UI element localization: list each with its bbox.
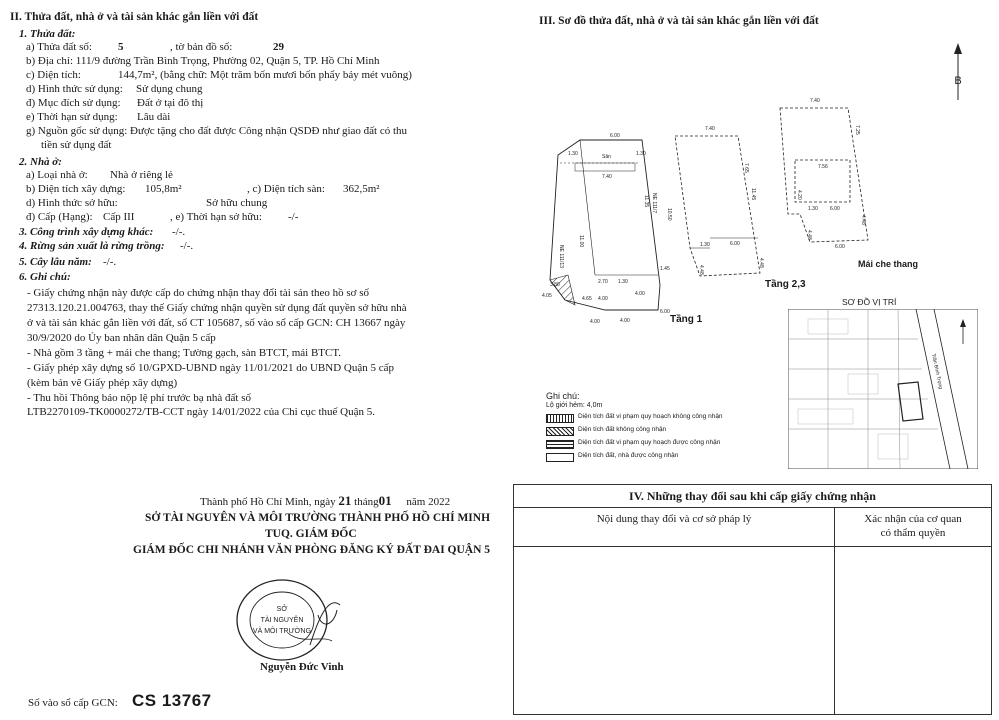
- note-line: (kèm bản vẽ Giấy phép xây dựng): [27, 377, 178, 389]
- dim-side-right: 11.35: [643, 195, 649, 208]
- location-map: [788, 309, 978, 469]
- note-line: - Nhà gồm 3 tầng + mái che thang; Tường gạch, sàn BTCT, mái BTCT.: [27, 347, 342, 359]
- dim-low1: 3.80: [550, 282, 560, 288]
- dim-left2: 1.30: [636, 151, 646, 157]
- use-purpose-label: đ) Mục đích sử dụng:: [26, 97, 121, 109]
- floor1-label: Tầng 1: [670, 314, 703, 325]
- north-arrow-icon: [948, 40, 968, 102]
- ne-right: NE 111/7: [651, 193, 657, 214]
- note-line: - Giấy phép xây dựng số 10/GPXD-UBND ngày 11/01/2021 do UBND Quận 5 cấp: [27, 362, 394, 374]
- date-year: năm 2022: [406, 496, 451, 508]
- f23-top: 7.40: [705, 126, 715, 132]
- legend-swatch: [546, 414, 574, 423]
- section-iv-title: IV. Những thay đổi sau khi cấp giấy chứng nhận: [514, 485, 991, 508]
- dim-b2: 1.30: [618, 279, 628, 285]
- seal-line-2: TÀI NGUYÊN: [260, 617, 304, 624]
- f23-b2: 6.00: [730, 241, 740, 247]
- org-name: SỞ TÀI NGUYÊN VÀ MÔI TRƯỜNG THÀNH PHỐ HỒ CHÍ MINH: [145, 512, 491, 524]
- roof-plan: [770, 90, 880, 250]
- gcn-label: Số vào sổ cấp GCN:: [28, 697, 118, 709]
- note-line: - Thu hồi Thông báo nộp lệ phí trước bạ nhà đất số: [27, 392, 252, 404]
- ownership-term-value: -/-: [288, 211, 299, 223]
- land-heading: 1. Thửa đất:: [19, 28, 76, 40]
- land-address: b) Địa chỉ: 111/9 đường Trần Bình Trọng, Phường 02, Quận 5, TP. Hồ Chí Minh: [26, 55, 380, 67]
- use-origin-line1: g) Nguồn gốc sử dụng: Được tặng cho đất được Công nhận QSDĐ như giao đất có thu: [26, 125, 408, 137]
- dim-mid-right: 10.50: [666, 208, 672, 221]
- f23-b4: 4.48: [758, 258, 764, 268]
- use-origin-line2: tiền sử dụng đất: [41, 139, 112, 151]
- other-construction-value: -/-.: [172, 226, 186, 238]
- floor-area-label: , c) Diện tích sàn:: [247, 183, 325, 195]
- note-line: 30/9/2020 do Ủy ban nhân dân Quận 5 cấp: [27, 332, 216, 344]
- land-number-value: 5: [118, 41, 124, 53]
- floor23-label: Tầng 2,3: [765, 279, 806, 290]
- changes-col-authority-line1: Xác nhận của cơ quan: [864, 513, 962, 525]
- f23-side1: 7.65: [743, 163, 749, 173]
- gcn-value: CS 13767: [132, 691, 212, 710]
- use-form-value: Sử dụng chung: [136, 83, 203, 95]
- ownership-term-label: , e) Thời hạn sở hữu:: [170, 211, 262, 223]
- dim-bottom3: 6.00: [660, 309, 670, 315]
- roof-b3: 4.48: [806, 230, 812, 240]
- roof-side: 7.25: [854, 125, 860, 135]
- use-form-label: d) Hình thức sử dụng:: [26, 83, 123, 95]
- changes-col-authority-line2: có thẩm quyền: [880, 527, 946, 539]
- note-line: 27313.120.21.004763, thay thế Giấy chứng nhận quyền sử dụng đất quyền sở hữu nhà: [27, 302, 407, 314]
- section-iii-title: III. Sơ đồ thửa đất, nhà ở và tài sản khác gắn liền với đất: [539, 15, 819, 27]
- other-construction-label: 3. Công trình xây dựng khác:: [19, 226, 154, 238]
- notes-heading: 6. Ghi chú:: [19, 271, 71, 283]
- note-line: LTB2270109-TK0000272/TB-CCT ngày 14/01/2022 của Chi cục thuế Quận 5.: [27, 406, 375, 418]
- grade-value: Cấp III: [103, 211, 135, 223]
- org-authority: TUQ. GIÁM ĐỐC: [265, 528, 357, 540]
- official-seal: [222, 575, 342, 665]
- dim-inner: 7.40: [602, 174, 612, 180]
- changes-col-authority: [835, 507, 991, 547]
- land-area-label: c) Diện tích:: [26, 69, 81, 81]
- dim-top: 6.00: [610, 133, 620, 139]
- roof-b2: 6.00: [830, 206, 840, 212]
- date-month-label: tháng: [354, 496, 379, 508]
- seal-line-1: SỞ: [276, 606, 288, 613]
- build-area-value: 105,8m²: [145, 183, 182, 195]
- land-number-label: a) Thửa đất số:: [26, 41, 92, 53]
- legend-title: Ghi chú:: [546, 391, 580, 401]
- date-prefix: Thành phố Hồ Chí Minh, ngày: [200, 496, 336, 508]
- legend-swatch: [546, 427, 574, 436]
- dim-b1: 2.70: [598, 279, 608, 285]
- roof-top: 7.40: [810, 98, 820, 104]
- street-label: Trần Bình Trọng: [930, 353, 944, 390]
- forest-value: -/-.: [180, 240, 194, 252]
- dim-low5: 4.00: [635, 291, 645, 297]
- map-number-label: , tờ bản đồ số:: [170, 41, 233, 53]
- legend-setback: Lộ giới hẻm: 4,0m: [546, 402, 603, 409]
- date-day: 21: [338, 493, 352, 508]
- dim-san: Sân: [602, 154, 611, 160]
- floor-area-value: 362,5m²: [343, 183, 380, 195]
- dim-b3: 1.45: [660, 266, 670, 272]
- f23-b1: 1.30: [700, 242, 710, 248]
- house-type-label: a) Loại nhà ở:: [26, 169, 88, 181]
- north-label: B: [954, 75, 962, 87]
- roof-b1: 1.30: [808, 206, 818, 212]
- f23-side2: 11.45: [750, 188, 756, 201]
- use-term-value: Lâu dài: [137, 111, 171, 123]
- date-month: 01: [378, 493, 392, 508]
- legend-item: Diện tích đất, nhà được công nhận: [578, 452, 679, 459]
- dim-bottom2: 4.00: [620, 318, 630, 324]
- roof-s1: 4.20: [796, 190, 802, 200]
- forest-label: 4. Rừng sản xuất là rừng trồng:: [19, 240, 165, 252]
- dim-low4: 4.65: [582, 296, 592, 302]
- roof-inner: 7.56: [818, 164, 828, 170]
- issue-date: [200, 494, 450, 509]
- roof-b4: 4.48: [860, 215, 866, 225]
- dim-low2: 4.05: [542, 293, 552, 299]
- dim-bottom1: 4.00: [590, 319, 600, 325]
- signer-name: Nguyễn Đức Vinh: [260, 661, 344, 673]
- ownership-form-label: d) Hình thức sở hữu:: [26, 197, 118, 209]
- legend-item: Diện tích đất vi phạm quy hoạch được công nhận: [578, 439, 721, 446]
- note-line: - Giấy chứng nhận này được cấp do chứng nhận thay đổi tài sản theo hồ sơ số: [27, 287, 370, 299]
- table-divider: [834, 507, 835, 714]
- house-type-value: Nhà ở riêng lẻ: [110, 169, 173, 181]
- changes-col-content: Nội dung thay đổi và cơ sở pháp lý: [514, 507, 834, 547]
- dim-left1: 1.30: [568, 151, 578, 157]
- build-area-label: b) Diện tích xây dựng:: [26, 183, 126, 195]
- legend-item: Diện tích đất vi phạm quy hoạch không công nhận: [578, 413, 723, 420]
- changes-table: [513, 484, 992, 715]
- f23-b3: 4.48: [698, 265, 704, 275]
- location-map-title: SƠ ĐỒ VỊ TRÍ: [842, 297, 897, 307]
- dim-low3: 4.00: [598, 296, 608, 302]
- perennial-label: 5. Cây lâu năm:: [19, 256, 92, 268]
- seal-line-3: VÀ MÔI TRƯỜNG: [252, 628, 312, 635]
- legend-swatch: [546, 440, 574, 449]
- legend-item: Diện tích đất không công nhận: [578, 426, 667, 433]
- legend-swatch: [546, 453, 574, 462]
- land-area-value: 144,7m², (bằng chữ: Một trăm bốn mươi bốn phẩy bảy mét vuông): [118, 69, 412, 81]
- note-line: ở và tài sản khác gắn liền với đất, số CT 105687, số vào sổ cấp GCN: CH 13667 ngày: [27, 317, 406, 329]
- roof-label: Mái che thang: [858, 259, 919, 269]
- ne-left: NE 111/13: [558, 245, 564, 268]
- use-purpose-value: Đất ở tại đô thị: [137, 97, 204, 109]
- ownership-form-value: Sở hữu chung: [206, 197, 268, 209]
- roof-bottom: 6.00: [835, 244, 845, 250]
- grade-label: đ) Cấp (Hạng):: [26, 211, 93, 223]
- map-number-value: 29: [273, 41, 284, 53]
- dim-side-left: 11.00: [578, 235, 584, 248]
- section-ii-title: II. Thửa đất, nhà ở và tài sản khác gắn liền với đất: [10, 11, 259, 23]
- house-heading: 2. Nhà ở:: [19, 156, 62, 168]
- perennial-value: -/-.: [103, 256, 117, 268]
- floor23-plan: [670, 118, 780, 288]
- org-title: GIÁM ĐỐC CHI NHÁNH VĂN PHÒNG ĐĂNG KÝ ĐẤT ĐAI QUẬN 5: [133, 544, 491, 556]
- use-term-label: e) Thời hạn sử dụng:: [26, 111, 118, 123]
